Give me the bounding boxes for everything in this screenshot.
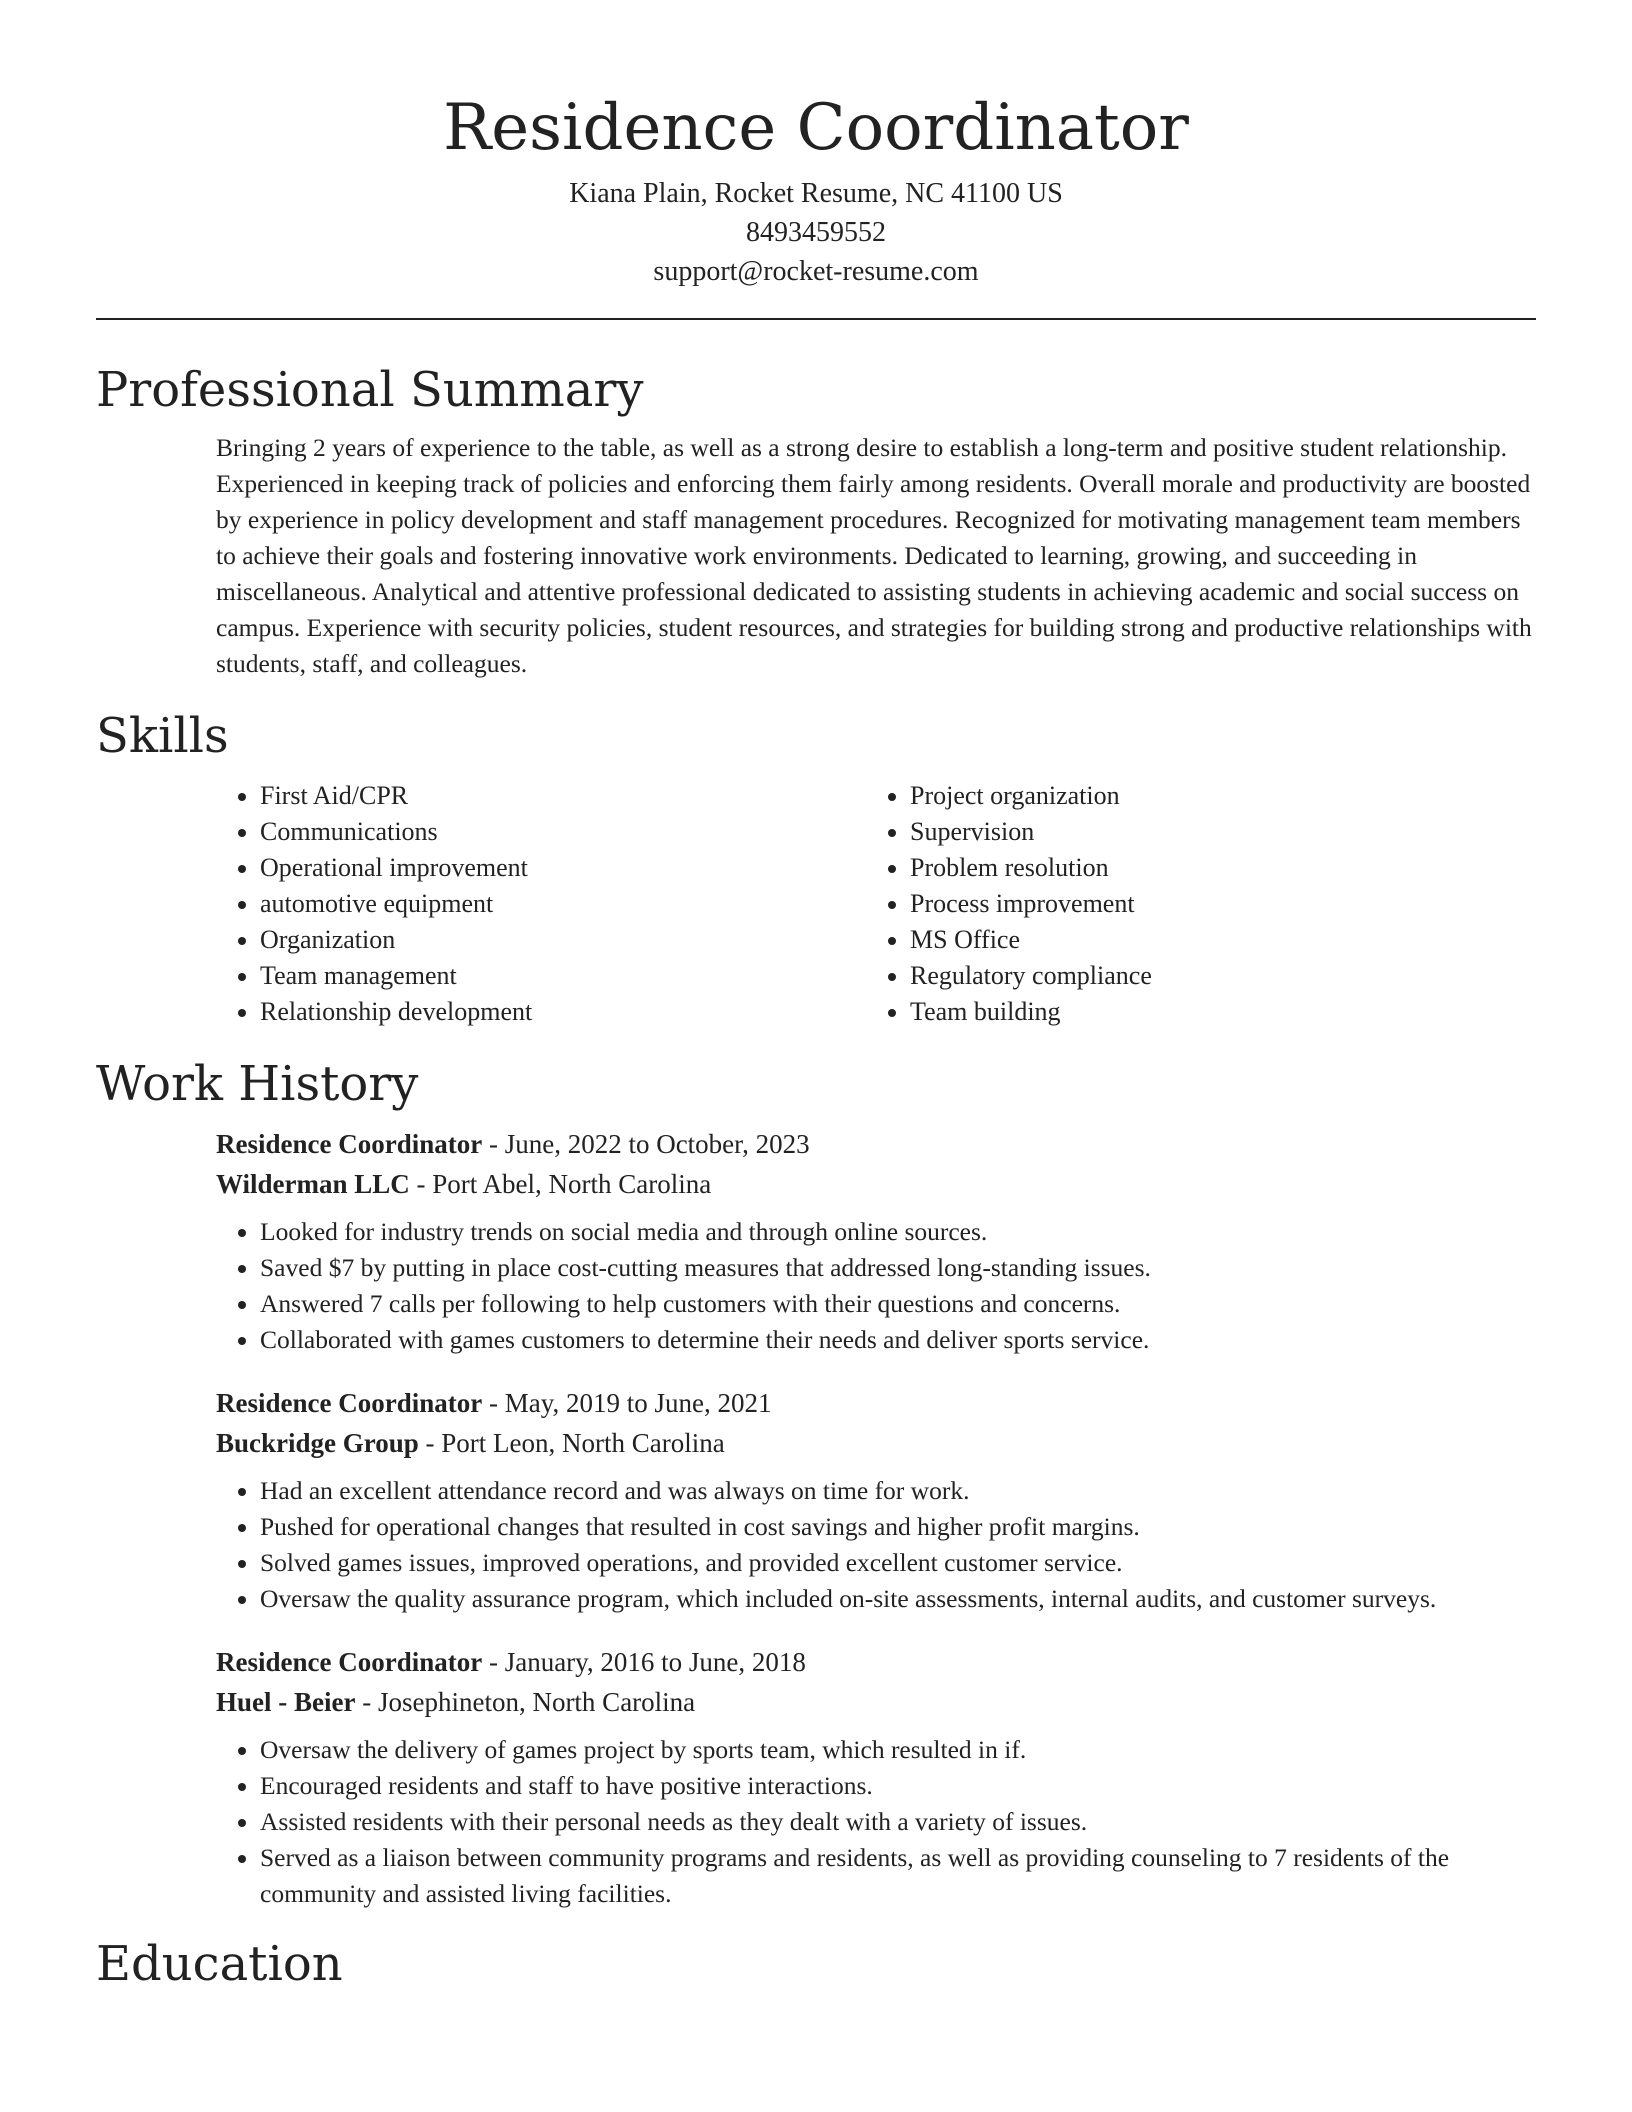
job-location: - Port Leon, North Carolina	[418, 1428, 725, 1458]
section-title-education: Education	[96, 1936, 343, 1992]
skill-item: • Regulatory compliance	[910, 958, 1410, 994]
job-bullet: • Encouraged residents and staff to have positive interactions.	[260, 1768, 1536, 1804]
job-bullet: • Collaborated with games customers to determine their needs and deliver sports service.	[260, 1322, 1536, 1358]
job-role: Residence Coordinator	[216, 1388, 483, 1418]
job-company-line	[216, 1164, 1536, 1204]
resume-page	[96, 0, 1536, 1994]
job-role-line	[216, 1124, 1536, 1164]
skills-list	[96, 778, 1536, 1030]
skill-item: • Organization	[260, 922, 746, 958]
job-bullet: • Oversaw the quality assurance program, which included on-site assessments, internal audits, and customer surveys.	[260, 1581, 1536, 1617]
job-entry	[216, 1383, 1536, 1617]
skills-column-1	[96, 778, 746, 1030]
job-bullet: • Assisted residents with their personal needs as they dealt with a variety of issues.	[260, 1804, 1536, 1840]
job-role-line	[216, 1383, 1536, 1423]
job-bullet: • Answered 7 calls per following to help customers with their questions and concerns.	[260, 1286, 1536, 1322]
job-company-line	[216, 1423, 1536, 1463]
job-bullets	[216, 1214, 1536, 1358]
summary-text: Bringing 2 years of experience to the table, as well as a strong desire to establish a long-term and positive student relationship. Experienced in keeping track of policies and enforcing them fairly among residents. Overall morale and productivity are boosted by experience in policy development and staff management procedures. Recognized for motivating management team members to achieve their goals and fostering innovative work environments. Dedicated to learning, growing, and succeeding in miscellaneous. Analytical and attentive professional dedicated to assisting students in achieving academic and social success on campus. Experience with security policies, student resources, and strategies for building strong and productive relationships with students, staff, and colleagues.	[216, 433, 1532, 678]
job-dates: - May, 2019 to June, 2021	[482, 1388, 772, 1418]
skill-item: • Team management	[260, 958, 746, 994]
job-bullet: • Saved $7 by putting in place cost-cutting measures that addressed long-standing issues.	[260, 1250, 1536, 1286]
job-entry	[216, 1124, 1536, 1358]
header-divider	[96, 318, 1536, 320]
contact-phone: 8493459552	[746, 217, 886, 248]
contact-address: Kiana Plain, Rocket Resume, NC 41100 US	[569, 178, 1063, 209]
skill-item: • Process improvement	[910, 886, 1410, 922]
job-company: Buckridge Group	[216, 1428, 419, 1458]
skill-item: • Team building	[910, 994, 1410, 1030]
skill-item: • Problem resolution	[910, 850, 1410, 886]
job-role-line	[216, 1642, 1536, 1682]
section-title-summary: Professional Summary	[96, 362, 644, 418]
job-bullet: • Oversaw the delivery of games project by sports team, which resulted in if.	[260, 1732, 1536, 1768]
job-dates: - January, 2016 to June, 2018	[482, 1647, 806, 1677]
skill-item: • Operational improvement	[260, 850, 746, 886]
job-location: - Port Abel, North Carolina	[409, 1169, 712, 1199]
job-bullets	[216, 1473, 1536, 1617]
section-title-skills: Skills	[96, 708, 229, 764]
section-title-work-history: Work History	[96, 1056, 419, 1112]
skill-item: • Communications	[260, 814, 746, 850]
skill-item: • Supervision	[910, 814, 1410, 850]
job-role: Residence Coordinator	[216, 1129, 483, 1159]
job-bullets	[216, 1732, 1536, 1912]
job-company: Wilderman LLC	[216, 1169, 410, 1199]
job-entry	[216, 1642, 1536, 1912]
skill-item: • Project organization	[910, 778, 1410, 814]
job-dates: - June, 2022 to October, 2023	[482, 1129, 810, 1159]
job-bullet: • Served as a liaison between community programs and residents, as well as providing counseling to 7 residents of the community and assisted living facilities.	[260, 1840, 1536, 1912]
job-bullet: • Pushed for operational changes that resulted in cost savings and higher profit margins.	[260, 1509, 1536, 1545]
contact-block	[96, 174, 1536, 291]
job-bullet: • Solved games issues, improved operations, and provided excellent customer service.	[260, 1545, 1536, 1581]
skill-item: • MS Office	[910, 922, 1410, 958]
skill-item: • First Aid/CPR	[260, 778, 746, 814]
job-location: - Josephineton, North Carolina	[355, 1687, 696, 1717]
skills-column-2	[746, 778, 1410, 1030]
job-bullet: • Had an excellent attendance record and was always on time for work.	[260, 1473, 1536, 1509]
contact-email: support@rocket-resume.com	[653, 256, 979, 287]
job-company: Huel - Beier	[216, 1687, 356, 1717]
resume-title: Residence Coordinator	[443, 91, 1189, 165]
skill-item: • automotive equipment	[260, 886, 746, 922]
job-bullet: • Looked for industry trends on social media and through online sources.	[260, 1214, 1536, 1250]
skill-item: • Relationship development	[260, 994, 746, 1030]
job-role: Residence Coordinator	[216, 1647, 483, 1677]
job-company-line	[216, 1682, 1536, 1722]
